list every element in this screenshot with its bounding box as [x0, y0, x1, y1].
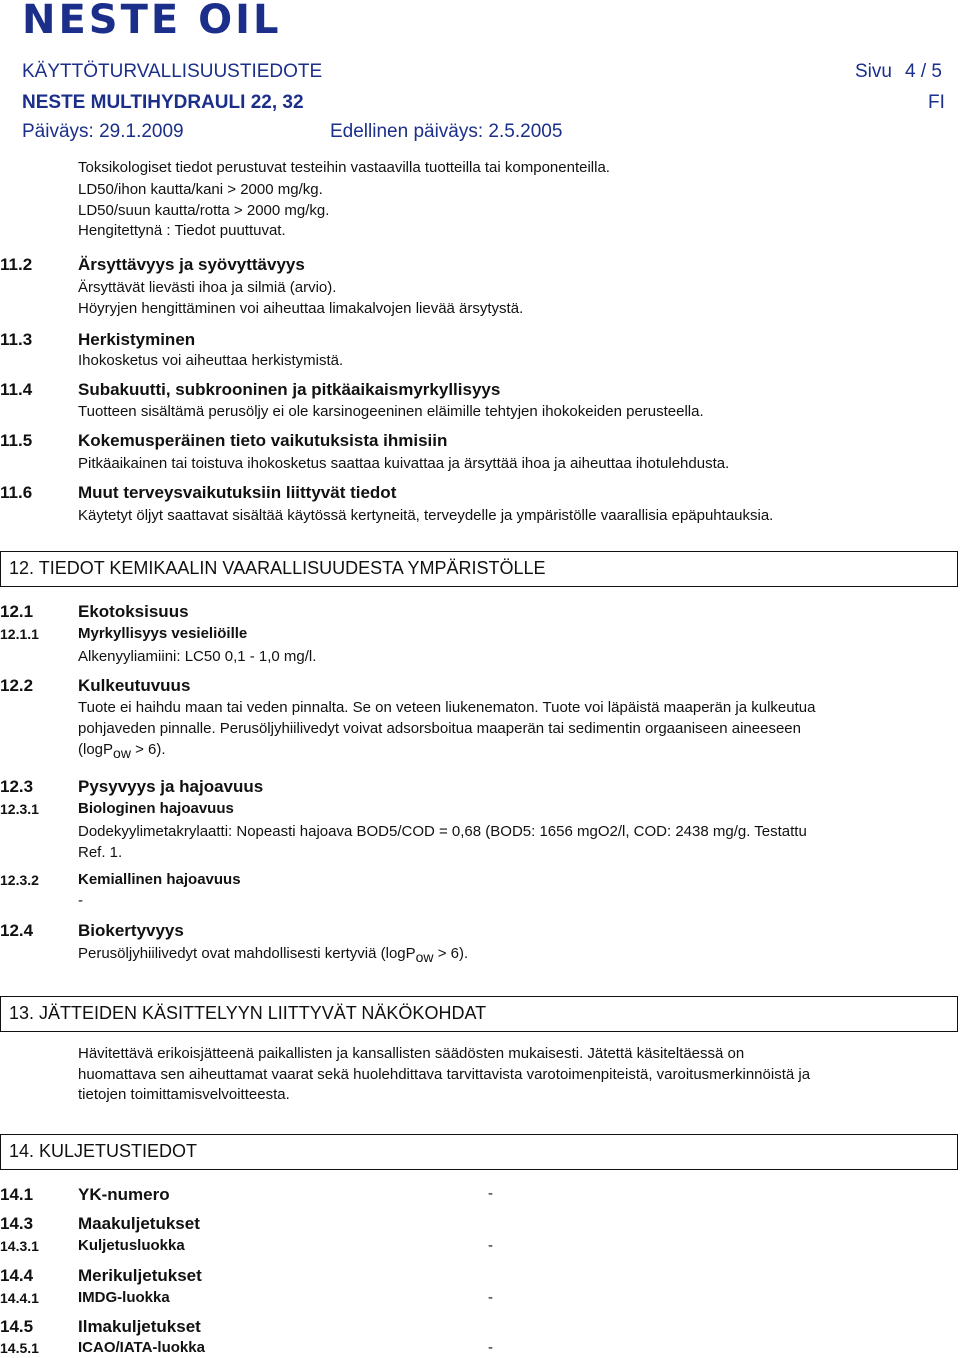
- subsection-number: 12.1.1: [0, 626, 39, 642]
- section-title: Ilmakuljetukset: [78, 1317, 201, 1336]
- section-text: Dodekyylimetakrylaatti: Nopeasti hajoava BOD5/COD = 0,68 (BOD5: 1656 mgO2/l, COD: 2438 mg/g. Testattu: [78, 823, 807, 840]
- field-value: -: [488, 1185, 493, 1202]
- previous-date: Edellinen päiväys: 2.5.2005: [330, 121, 563, 142]
- section-number: 14.3: [0, 1214, 34, 1233]
- language-code: FI: [928, 92, 945, 113]
- section-title: Biokertyvyys: [78, 921, 184, 940]
- page-label: Sivu: [855, 61, 892, 82]
- section-text: Tuote ei haihdu maan tai veden pinnalta. Se on veteen liukenematon. Tuote voi läpäistä maaperän ja kulkeutua: [78, 699, 816, 716]
- section-text: Ärsyttävät lievästi ihoa ja silmiä (arvio).: [78, 279, 337, 296]
- subsection-title: Kuljetusluokka: [78, 1237, 185, 1254]
- section-heading-box: [0, 996, 958, 1032]
- section-title: Pysyvyys ja hajoavuus: [78, 777, 264, 796]
- document-title: KÄYTTÖTURVALLISUUSTIEDOTE: [22, 61, 323, 82]
- section-number: 11.3: [0, 330, 33, 349]
- section-text: (logP$_{ow}$ > 6).: [78, 741, 166, 761]
- section-number: 11.4: [0, 380, 33, 399]
- product-name: NESTE MULTIHYDRAULI 22, 32: [22, 92, 304, 113]
- section-title: YK-numero: [78, 1185, 170, 1204]
- subsection-title: Biologinen hajoavuus: [78, 800, 234, 817]
- section-title: Merikuljetukset: [78, 1266, 202, 1285]
- tox-line: Toksikologiset tiedot perustuvat testeihin vastaavilla tuotteilla tai komponenteilla.: [78, 159, 610, 176]
- subsection-title: IMDG-luokka: [78, 1289, 170, 1306]
- field-value: -: [488, 1237, 493, 1254]
- section-title: Maakuljetukset: [78, 1214, 200, 1233]
- section-number: 11.6: [0, 483, 33, 502]
- section-title: Ärsyttävyys ja syövyttävyys: [78, 255, 305, 274]
- subsection-title: Kemiallinen hajoavuus: [78, 871, 241, 888]
- section-title: Kulkeutuvuus: [78, 676, 191, 695]
- subsection-number: 12.3.2: [0, 872, 39, 888]
- section-heading: 14. KULJETUSTIEDOT: [9, 1141, 198, 1161]
- page-number: 4 / 5: [905, 61, 942, 82]
- section-title: Muut terveysvaikutuksiin liittyvät tiedot: [78, 483, 397, 502]
- section-text: Käytetyt öljyt saattavat sisältää käytössä kertyneitä, terveydelle ja ympäristölle vaarallisia epäpuhtauksia.: [78, 507, 774, 524]
- section-text: pohjaveden pinnalle. Perusöljyhiilivedyt voivat adsorsboitua maaperän tai sedimentin orgaaniseen aineeseen: [78, 720, 801, 737]
- tox-line: Hengitettynä : Tiedot puuttuvat.: [78, 222, 286, 239]
- document-date: Päiväys: 29.1.2009: [22, 121, 184, 142]
- field-value: -: [488, 1339, 493, 1356]
- subsection-number: 14.5.1: [0, 1340, 39, 1356]
- section-text: huomattava sen aiheuttamat vaarat sekä huolehdittava tarvittavista varotoimenpiteistä, varoitusmerkinnöistä ja: [78, 1066, 811, 1083]
- section-title: Subakuutti, subkrooninen ja pitkäaikaismyrkyllisyys: [78, 380, 501, 399]
- section-text: Höyryjen hengittäminen voi aiheuttaa limakalvojen lievää ärsytystä.: [78, 300, 524, 317]
- section-title: Ekotoksisuus: [78, 602, 189, 621]
- section-text: Ihokosketus voi aiheuttaa herkistymistä.: [78, 352, 344, 369]
- section-number: 12.4: [0, 921, 34, 940]
- section-text: Alkenyyliamiini: LC50 0,1 - 1,0 mg/l.: [78, 648, 317, 665]
- subsection-title: ICAO/IATA-luokka: [78, 1339, 205, 1356]
- section-number: 14.1: [0, 1185, 34, 1204]
- section-text: Hävitettävä erikoisjätteenä paikallisten ja kansallisten säädösten mukaisesti. Jätettä käsiteltäessä on: [78, 1045, 745, 1062]
- section-number: 12.2: [0, 676, 34, 695]
- section-heading-box: [0, 551, 958, 587]
- section-heading: 12. TIEDOT KEMIKAALIN VAARALLISUUDESTA YMPÄRISTÖLLE: [9, 558, 546, 578]
- section-number: 12.3: [0, 777, 34, 796]
- section-number: 14.4: [0, 1266, 34, 1285]
- section-text: tietojen toimittamisvelvoitteesta.: [78, 1086, 290, 1103]
- section-text: Perusöljyhiilivedyt ovat mahdollisesti kertyviä (logP$_{ow}$ > 6).: [78, 945, 469, 965]
- section-number: 12.1: [0, 602, 34, 621]
- section-number: 11.2: [0, 255, 33, 274]
- section-number: 11.5: [0, 431, 33, 450]
- tox-line: LD50/suun kautta/rotta > 2000 mg/kg.: [78, 202, 330, 219]
- section-heading: 13. JÄTTEIDEN KÄSITTELYYN LIITTYVÄT NÄKÖKOHDAT: [9, 1003, 487, 1023]
- section-number: 14.5: [0, 1317, 34, 1336]
- subsection-number: 12.3.1: [0, 801, 39, 817]
- neste-oil-logo: NESTE OIL: [22, 0, 282, 43]
- section-title: Kokemusperäinen tieto vaikutuksista ihmisiin: [78, 431, 448, 450]
- subsection-number: 14.4.1: [0, 1290, 39, 1306]
- section-text: Ref. 1.: [78, 844, 123, 861]
- section-heading-box: [0, 1134, 958, 1170]
- tox-line: LD50/ihon kautta/kani > 2000 mg/kg.: [78, 181, 323, 198]
- section-text: Tuotteen sisältämä perusöljy ei ole karsinogeeninen eläimille tehtyjen ihokokeiden perusteella.: [78, 403, 704, 420]
- section-text: -: [78, 892, 83, 909]
- field-value: -: [488, 1289, 493, 1306]
- section-title: Herkistyminen: [78, 330, 196, 349]
- subsection-title: Myrkyllisyys vesieliöille: [78, 625, 248, 642]
- subsection-number: 14.3.1: [0, 1238, 39, 1254]
- section-text: Pitkäaikainen tai toistuva ihokosketus saattaa kuivattaa ja ärsyttää ihoa ja aiheuttaa ihotulehdusta.: [78, 455, 730, 472]
